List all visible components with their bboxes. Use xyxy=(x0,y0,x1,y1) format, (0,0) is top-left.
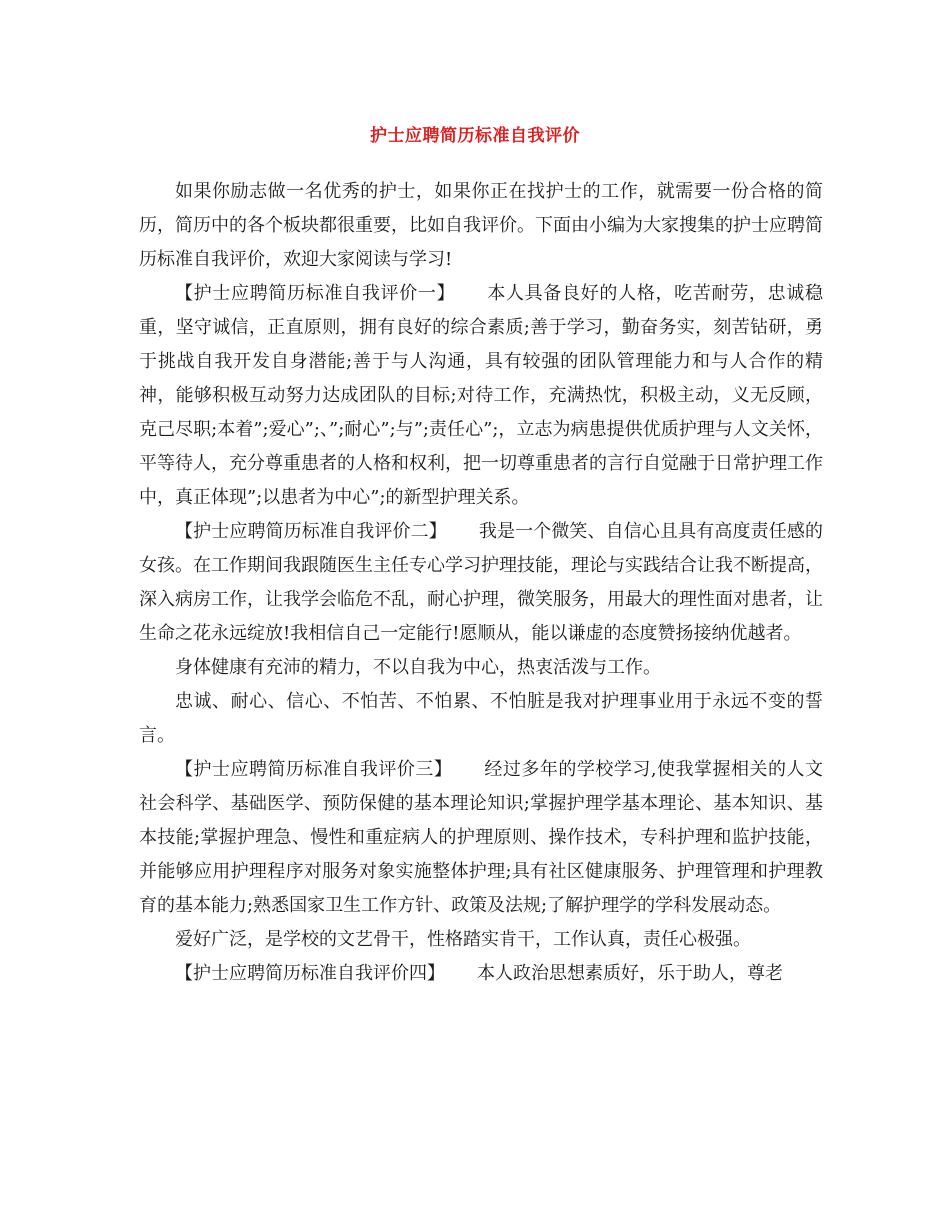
section-heading: 【护士应聘简历标准自我评价二】 xyxy=(175,521,447,542)
paragraph-text: 本人具备良好的人格，吃苦耐劳，忠诚稳重，坚守诚信，正直原则，拥有良好的综合素质;善于学习，勤奋务实，刻苦钻研，勇于挑战自我开发自身潜能;善于与人沟通，具有较强的团队管理能力和与人合作的精神，能够积极互动努力达成团队的目标;对待工作，充满热忱，积极主动，义无反顾，克己尽职;本着”;爱心”;、”;耐心”;与”;责任心”;，立志为病患提供优质护理与人文关怀，平等待人，充分尊重患者的人格和权利，把一切尊重患者的言行自觉融于日常护理工作中，真正体现”;以患者为中心”;的新型护理关系。 xyxy=(139,283,823,508)
health-paragraph xyxy=(139,651,823,685)
section-heading: 【护士应聘简历标准自我评价三】 xyxy=(175,759,453,780)
section-heading: 【护士应聘简历标准自我评价四】 xyxy=(175,963,445,984)
intro-paragraph xyxy=(139,175,823,277)
document-title: 护士应聘简历标准自我评价 xyxy=(370,126,580,146)
paragraph-text: 经过多年的学校学习,使我掌握相关的人文社会科学、基础医学、预防保健的基本理论知识;掌握护理学基本理论、基本知识、基本技能;掌握护理急、慢性和重症病人的护理原则、操作技术，专科护理和监护技能，并能够应用护理程序对服务对象实施整体护理;具有社区健康服务、护理管理和护理教育的基本能力;熟悉国家卫生工作方针、政策及法规;了解护理学的学科发展动态。 xyxy=(139,759,823,916)
paragraph-text: 爱好广泛，是学校的文艺骨干，性格踏实肯干，工作认真，责任心极强。 xyxy=(175,929,751,950)
evaluation-paragraph-1 xyxy=(139,277,823,515)
paragraph-text: 忠诚、耐心、信心、不怕苦、不怕累、不怕脏是我对护理事业用于永远不变的誓言。 xyxy=(139,691,823,746)
evaluation-paragraph-4 xyxy=(139,957,823,991)
section-heading: 【护士应聘简历标准自我评价一】 xyxy=(175,283,456,304)
oath-paragraph xyxy=(139,685,823,753)
paragraph-text: 本人政治思想素质好，乐于助人，尊老 xyxy=(477,963,783,984)
hobby-paragraph xyxy=(139,923,823,957)
paragraph-text: 身体健康有充沛的精力，不以自我为中心，热衷活泼与工作。 xyxy=(175,657,661,678)
evaluation-paragraph-2 xyxy=(139,515,823,651)
paragraph-text: 我是一个微笑、自信心且具有高度责任感的女孩。在工作期间我跟随医生主任专心学习护理技能，理论与实践结合让我不断提高，深入病房工作，让我学会临危不乱，耐心护理，微笑服务，用最大的理性面对患者，让生命之花永远绽放!我相信自己一定能行!愿顺从，能以谦虚的态度赞扬接纳优越者。 xyxy=(139,521,824,644)
document-body xyxy=(139,175,823,991)
evaluation-paragraph-3 xyxy=(139,753,823,923)
paragraph-text: 如果你励志做一名优秀的护士，如果你正在找护士的工作，就需要一份合格的简历，简历中的各个板块都很重要，比如自我评价。下面由小编为大家搜集的护士应聘简历标准自我评价，欢迎大家阅读与学习! xyxy=(139,181,823,270)
